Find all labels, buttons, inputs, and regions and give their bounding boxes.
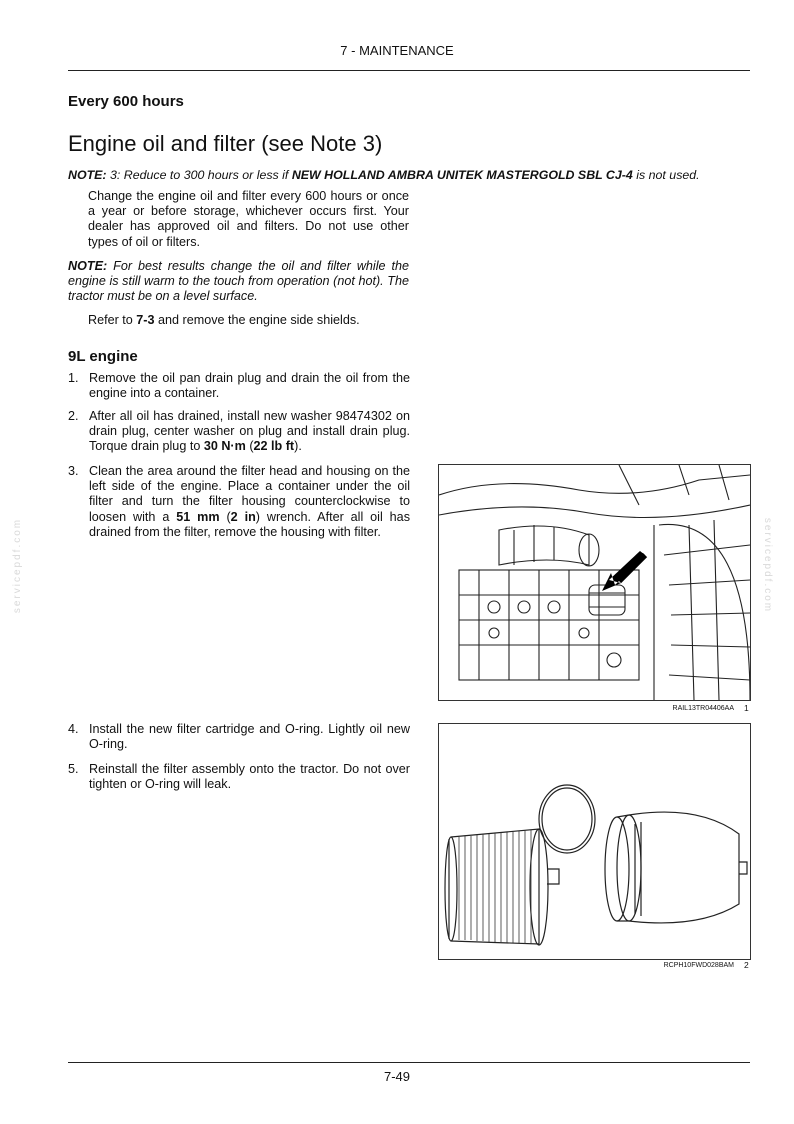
step-number: 2. — [68, 409, 79, 423]
step-text-part: Clean the area around the filter head and housing on the left side of the engine. Place a container under the oil filter and turn the filter housing counterclockwise to loosen with a — [89, 464, 410, 524]
step-2 — [68, 409, 410, 455]
step-text-part: ( — [245, 439, 254, 454]
note-label: NOTE: — [68, 259, 108, 273]
step-text: Reinstall the filter assembly onto the tractor. Do not over tighten or O-ring will leak. — [89, 762, 410, 792]
step-4 — [68, 722, 410, 752]
figure-1-engine-photo — [438, 464, 751, 701]
step-text-part: ). — [294, 439, 302, 454]
figure-2-filter-drawing — [438, 723, 751, 960]
step-text — [89, 464, 410, 540]
step-3 — [68, 464, 410, 540]
figure-2-number: 2 — [744, 960, 749, 970]
running-header: 7 - MAINTENANCE — [340, 43, 454, 58]
refer-text: Refer to — [88, 313, 137, 327]
subheading-9l-engine: 9L engine — [68, 348, 138, 365]
refer-text: and remove the engine side shields. — [154, 313, 360, 327]
step-text: Remove the oil pan drain plug and drain the oil from the engine into a container. — [89, 371, 410, 401]
section-title: Every 600 hours — [68, 93, 184, 110]
wrench-size-mm: 51 mm — [176, 509, 220, 524]
note-text-before: 3: Reduce to 300 hours or less if — [106, 168, 292, 182]
torque-imperial: 22 lb ft — [253, 439, 295, 454]
torque-metric: 30 N·m — [203, 439, 246, 454]
oil-product-name: NEW HOLLAND AMBRA UNITEK MASTERGOLD SBL CJ-4 — [291, 168, 633, 182]
figure-1-code: RAIL13TR04406AA — [672, 705, 734, 712]
note-3 — [68, 168, 700, 182]
step-text: Install the new filter cartridge and O-ring. Lightly oil new O-ring. — [89, 722, 410, 752]
footer-rule — [68, 1062, 750, 1063]
page-heading: Engine oil and filter (see Note 3) — [68, 131, 383, 156]
note-label: NOTE: — [68, 168, 107, 182]
step-number: 1. — [68, 371, 79, 385]
step-number: 4. — [68, 722, 79, 736]
note-best-results — [68, 259, 409, 305]
intro-paragraph: Change the engine oil and filter every 600 hours or once a year or before storage, whichever occurs first. Your dealer has approved oil and filters. Do not use other types of oil or filters. — [88, 189, 409, 249]
filter-illustration — [439, 724, 750, 959]
step-number: 3. — [68, 464, 79, 478]
watermark-right: servicepdf.com — [762, 517, 774, 614]
engine-illustration — [439, 465, 750, 700]
step-text-part: ) wrench. After all oil has drained from the filter, remove the housing with filter. — [89, 509, 410, 539]
note-text-after: is not used. — [632, 168, 700, 182]
section-reference: 7-3 — [136, 313, 155, 327]
step-text — [89, 409, 410, 455]
note-best-text: For best results change the oil and filter while the engine is still warm to the touch from operation (not hot). The tractor must be on a level surface. — [68, 259, 409, 304]
watermark-left: servicepdf.com — [12, 517, 24, 614]
step-text-part: ( — [219, 509, 231, 524]
wrench-size-in: 2 in — [230, 509, 256, 524]
refer-paragraph — [88, 313, 409, 328]
step-number: 5. — [68, 762, 79, 776]
step-5 — [68, 762, 410, 792]
figure-2-code: RCPH10FWD028BAM — [663, 962, 734, 969]
page-number: 7-49 — [383, 1069, 411, 1084]
step-text-part: After all oil has drained, install new washer 98474302 on drain plug, center washer on plug and install drain plug. Torque drain plug to — [89, 409, 410, 454]
header-rule — [68, 70, 750, 71]
figure-1-number: 1 — [744, 703, 749, 713]
step-1 — [68, 371, 410, 401]
